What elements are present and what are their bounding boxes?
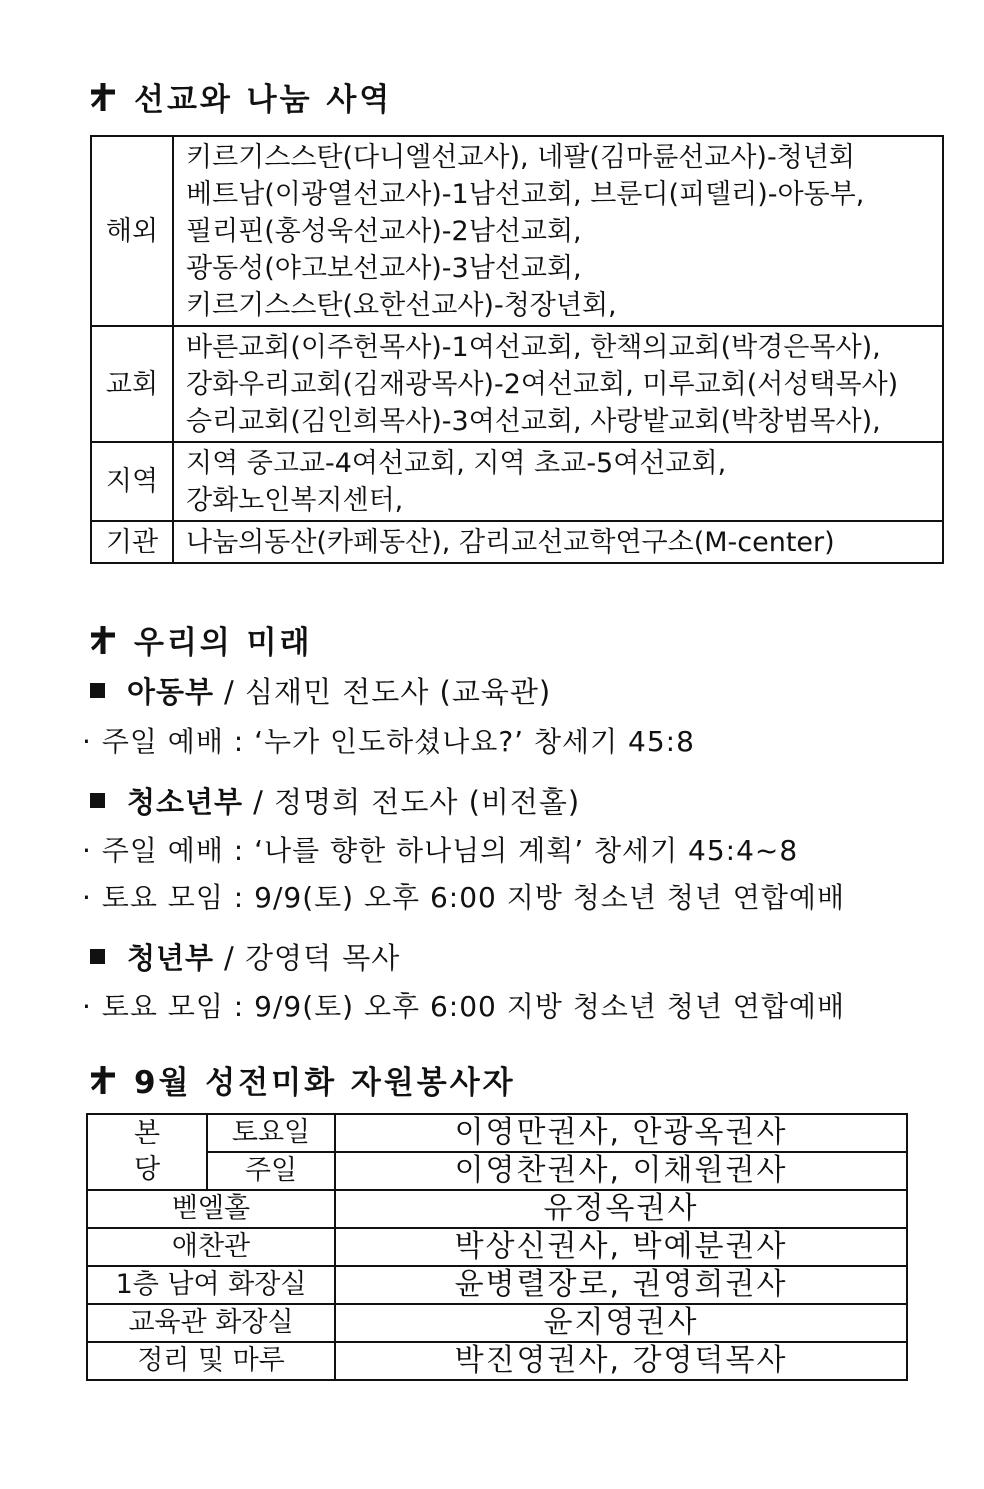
table-row <box>87 1114 907 1152</box>
volunteers-title: 9월 성전미화 자원봉사자 <box>134 1065 516 1101</box>
children-service: · 주일 예배 : ‘누가 인도하셨나요?’ 창세기 45:8 <box>82 725 695 758</box>
list-item: 승리교회(김인희목사)-3여선교회, 사랑밭교회(박창범목사), <box>186 406 881 437</box>
children-dept-name: 아동부 <box>127 675 215 709</box>
future-title: 우리의 미래 <box>134 625 313 661</box>
square-bullet-icon <box>90 793 105 808</box>
names-cell: 윤병렬장로, 권영희권사 <box>335 1266 907 1304</box>
cross-icon <box>86 623 120 657</box>
youth-dept-leader: / 정명희 전도사 (비전홀) <box>253 785 581 819</box>
list-item: 키르기스스탄(요한선교사)-청장년회, <box>186 290 617 321</box>
mission-title: 선교와 나눔 사역 <box>134 82 393 118</box>
list-item: 강화우리교회(김재광목사)-2여선교회, 미루교회(서성택목사) <box>186 369 899 400</box>
mission-row-institution <box>91 521 943 563</box>
mission-table <box>90 135 944 564</box>
main-hall-label: 본 당 <box>87 1114 207 1190</box>
volunteers-heading <box>86 1057 516 1102</box>
mission-heading <box>86 74 392 119</box>
square-bullet-icon <box>90 949 105 964</box>
young-adult-saturday: · 토요 모임 : 9/9(토) 오후 6:00 지방 청소년 청년 연합예배 <box>82 990 845 1023</box>
table-row <box>87 1266 907 1304</box>
category-institution: 기관 <box>91 521 173 563</box>
young-adult-dept-name: 청년부 <box>127 941 215 975</box>
list-item: 키르기스스탄(다니엘선교사), 네팔(김마륜선교사)-청년회 <box>186 142 855 173</box>
children-dept <box>90 670 551 711</box>
place-cell: 1층 남여 화장실 <box>87 1266 335 1304</box>
list-item: 필리핀(홍성욱선교사)-2남선교회, <box>186 216 582 247</box>
young-adult-dept <box>90 936 400 977</box>
youth-dept-name: 청소년부 <box>127 785 244 819</box>
category-church: 교회 <box>91 326 173 442</box>
region-list <box>173 442 943 521</box>
young-adult-dept-leader: / 강영덕 목사 <box>224 941 401 975</box>
youth-saturday: · 토요 모임 : 9/9(토) 오후 6:00 지방 청소년 청년 연합예배 <box>82 881 845 914</box>
church-list <box>173 326 943 442</box>
list-item: 나눔의동산(카페동산), 감리교선교학연구소(M-center) <box>186 527 835 558</box>
cross-icon <box>86 80 120 114</box>
list-item: 지역 중고교-4여선교회, 지역 초교-5여선교회, <box>186 448 727 479</box>
cross-icon <box>86 1063 120 1097</box>
place-cell: 벧엘홀 <box>87 1190 335 1228</box>
names-cell: 박상신권사, 박예분권사 <box>335 1228 907 1266</box>
table-row <box>87 1190 907 1228</box>
names-cell: 박진영권사, 강영덕목사 <box>335 1342 907 1380</box>
mission-row-region <box>91 442 943 521</box>
names-cell: 윤지영권사 <box>335 1304 907 1342</box>
list-item: 광동성(야고보선교사)-3남선교회, <box>186 253 582 284</box>
list-item: 강화노인복지센터, <box>186 485 404 516</box>
table-row <box>87 1228 907 1266</box>
youth-dept <box>90 780 580 821</box>
list-item: 베트남(이광열선교사)-1남선교회, 브룬디(피델리)-아동부, <box>186 179 865 210</box>
table-row <box>87 1304 907 1342</box>
names-cell: 이영찬권사, 이채원권사 <box>335 1152 907 1190</box>
mission-row-church <box>91 326 943 442</box>
place-cell: 애찬관 <box>87 1228 335 1266</box>
volunteers-table <box>86 1113 908 1381</box>
place-cell: 토요일 <box>207 1114 335 1152</box>
overseas-list <box>173 136 943 326</box>
names-cell: 이영만권사, 안광옥권사 <box>335 1114 907 1152</box>
place-cell: 주일 <box>207 1152 335 1190</box>
table-row <box>87 1342 907 1380</box>
youth-service: · 주일 예배 : ‘나를 향한 하나님의 계획’ 창세기 45:4~8 <box>82 834 799 867</box>
list-item: 바른교회(이주헌목사)-1여선교회, 한책의교회(박경은목사), <box>186 332 881 363</box>
future-heading <box>86 617 313 662</box>
category-overseas: 해외 <box>91 136 173 326</box>
place-cell: 정리 및 마루 <box>87 1342 335 1380</box>
children-dept-leader: / 심재민 전도사 (교육관) <box>224 675 552 709</box>
names-cell: 유정옥권사 <box>335 1190 907 1228</box>
institution-list <box>173 521 943 563</box>
table-row <box>87 1152 907 1190</box>
category-region: 지역 <box>91 442 173 521</box>
place-cell: 교육관 화장실 <box>87 1304 335 1342</box>
square-bullet-icon <box>90 683 105 698</box>
mission-row-overseas <box>91 136 943 326</box>
